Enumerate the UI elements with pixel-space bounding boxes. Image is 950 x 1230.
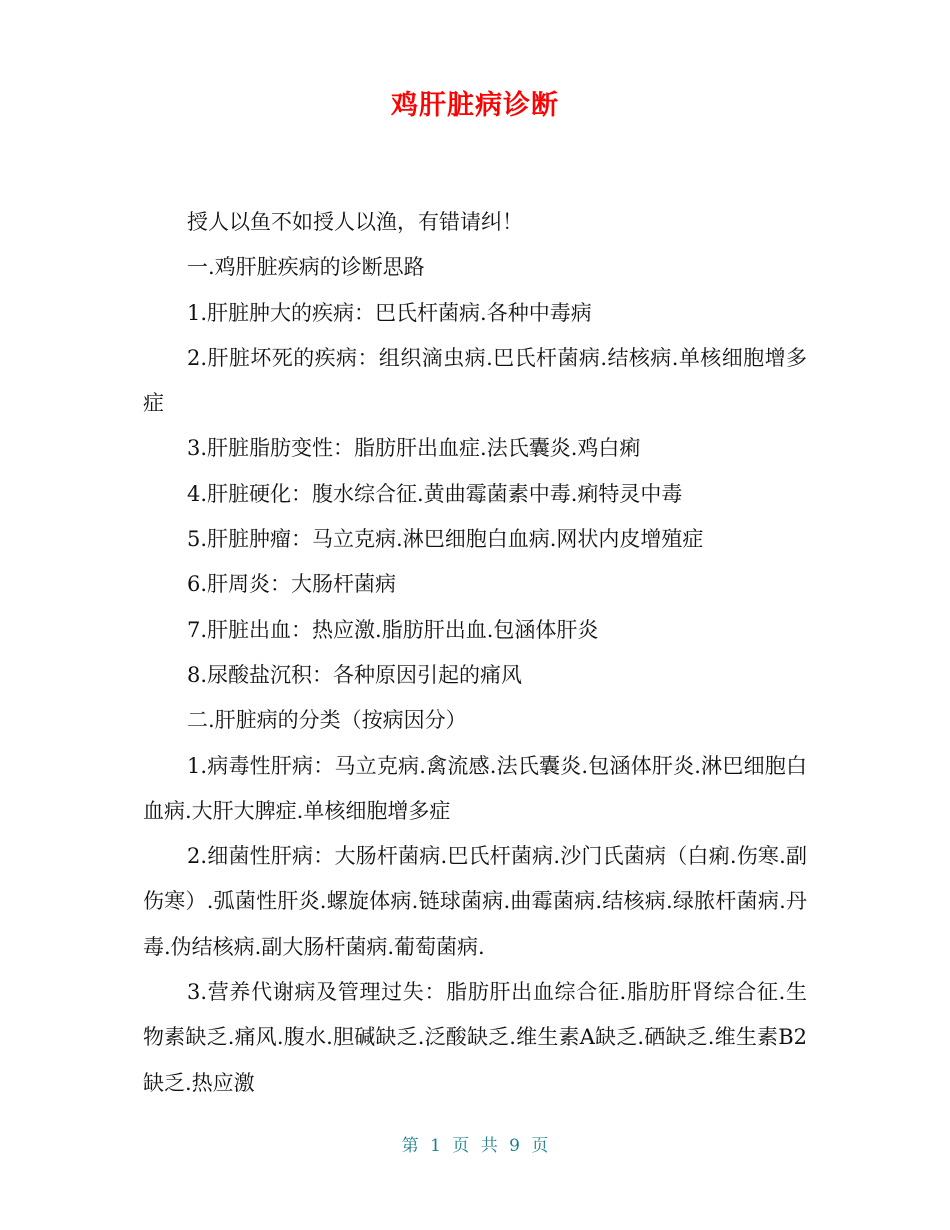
list-item: 2.肝脏坏死的疾病：组织滴虫病.巴氏杆菌病.结核病.单核细胞增多症 [143,345,807,416]
paragraph-intro: 授人以鱼不如授人以渔，有错请纠！ [187,210,523,234]
section-heading-1: 一.鸡肝脏疾病的诊断思路 [187,255,425,280]
list-item: 4.肝脏硬化：腹水综合征.黄曲霉菌素中毒.痢特灵中毒 [187,481,683,506]
list-item: 8.尿酸盐沉积：各种原因引起的痛风 [187,662,523,687]
list-item: 1.肝脏肿大的疾病：巴氏杆菌病.各种中毒病 [187,300,592,325]
section-heading-2: 二.肝脏病的分类（按病因分） [187,708,467,733]
list-item: 5.肝脏肿瘤：马立克病.淋巴细胞白血病.网状内皮增殖症 [187,527,704,552]
list-item: 3.肝脏脂肪变性：脂肪肝出血症.法氏囊炎.鸡白痢 [187,436,641,461]
page-number-footer: 第 1 页 共 9 页 [401,1136,549,1156]
list-item: 3.营养代谢病及管理过失：脂肪肝出血综合征.脂肪肝肾综合征.生物素缺乏.痛风.腹水.胆碱缺乏.泛酸缺乏.维生素A缺乏.硒缺乏.维生素B2缺乏.热应激 [143,980,807,1095]
list-item: 2.细菌性肝病：大肠杆菌病.巴氏杆菌病.沙门氏菌病（白痢.伤寒.副伤寒）.弧菌性肝炎.螺旋体病.链球菌病.曲霉菌病.结核病.绿脓杆菌病.丹毒.伪结核病.副大肠杆菌病.葡萄菌病. [143,844,807,959]
document-title: 鸡肝脏病诊断 [391,90,559,121]
list-item: 6.肝周炎：大肠杆菌病 [187,572,397,597]
list-item: 1.病毒性肝病：马立克病.禽流感.法氏囊炎.包涵体肝炎.淋巴细胞白血病.大肝大脾症.单核细胞增多症 [143,753,807,823]
list-item: 7.肝脏出血：热应激.脂肪肝出血.包涵体肝炎 [187,617,599,642]
document-body [143,200,807,1106]
